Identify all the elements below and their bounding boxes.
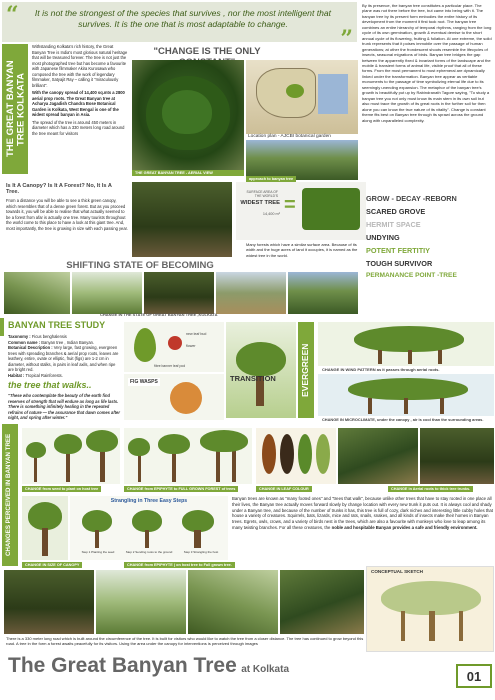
seed-caption: CHANGE from seed to plant on host tree: [22, 486, 101, 492]
taxonomy-label: Taxonomy :: [8, 334, 31, 339]
change-title: "CHANGE IS THE ONLY: [153, 46, 261, 57]
epiphyte-growth-diagram: [124, 428, 252, 484]
leaf-green: [298, 434, 312, 474]
fig-shape: [168, 336, 182, 350]
quality-item: PERMANANCE POINT -TREE: [366, 272, 457, 279]
sketch-panel: [366, 566, 494, 652]
taxonomy-value: Ficus benghalensis: [31, 334, 67, 339]
aerial-roots-photo: [338, 428, 418, 484]
bottom-photo-1: [4, 570, 94, 634]
qualities-list: [366, 194, 494, 279]
footer-title: [8, 654, 289, 678]
leaf-shape: [134, 328, 156, 362]
widest-tree-panel: [236, 182, 366, 240]
intro-left-text: [32, 44, 128, 174]
common-name-value: Banyan tree , Indian Banyan.: [41, 339, 95, 345]
bottom-text: There is a 330 meter long road which is built around the circumference of the tree. It is built for visitors who would like to watch the tree from a closer distance. The tree has continued to grow beyond this road. A tree in the form a forest awaits peacefully for its visitors. Using the area under the canopy for interventions is perceived through images: [6, 636, 364, 647]
microclimate-caption: CHANGE IN MICROCLIMATE, under the canopy , air is cool than the surrounding areas.: [322, 417, 484, 422]
common-name-label: Common name :: [8, 339, 41, 345]
fig-cross-section: [170, 382, 202, 414]
leaf-colour-panel: [256, 428, 336, 484]
microclimate-diagram: [318, 374, 494, 416]
canopy-photo: [132, 182, 232, 257]
aerial-roots-photo-2: [420, 428, 494, 484]
footer-main-title: The Great Banyan Tree: [8, 654, 237, 677]
widest-tree-text: Many forests which have a similar surface area. Because of its width and the huge acres of land it occupies, it is named as the widest tree in the world.: [246, 242, 358, 258]
evergreen-panel: [298, 322, 314, 418]
intro-right-text: By its presence, the banyan tree constitutes a particular place. The plane was not there before the tree, but came into being with it. The banyan tree by its present form embodies the entire history of its development from the moment it first took root. The banyan tree combines an entire hierarchy of temporal rhythms, ranging from the long cycle of its own germination, growth & eventual demise to the short annual cycle of its flowering, fruiting & foliation. At one extreme, the solid trunk represents that it poises immobile over the passage of human generations; at other the frondescent shoots resemble the lifecycles of insects, seasonal migrations of birds. Banyan tree bridges the gap between the apparently fixed & invariant forms of the landscape and the mobile & transient forms of animal life, visible proof that all of these forms. From the most permanent to most ephemeral are dynamically linked under the transformation. Banyan tree appear as veritable monuments to the passage of time symbolizing eternal life due to its seemingly unending expansion. The metaphor of the banyan tree's growth is beautifully put up by Rabindranath Tagore saying, "To study a banyan tree you not only must know its main stem in its own soil but also must trace the growth of its great roots in the further soil for then alone you can know the true nature of its vitality". Change is constant theme fits best on Banyan tree through its sprawl across the ground along with unparalleled complexity.: [362, 3, 492, 123]
strangle-step-2: Step 2 Sending roots to the ground: [125, 550, 173, 554]
location-caption: Location plan - AJCBI botanical garden: [248, 134, 331, 139]
shifting-photo-3: [144, 272, 214, 314]
approach-photo: [246, 140, 358, 180]
equals-symbol: =: [284, 194, 296, 216]
botanical-value: Very large, fast growing, evergreen trees with spreading branches & aerial prop roots, leaves are leathery, entire, ovate or elliptic, fruit (figs) are 1-2 cm in diameter, without stalks, in pairs in leaf axils, and when ripe are bright red.: [8, 345, 119, 373]
flower-label: flower: [186, 344, 196, 348]
quality-item: UNDYING: [366, 233, 400, 242]
page-number: 01: [466, 668, 482, 684]
habitat-value: Tropical Rainforests.: [25, 372, 63, 378]
aerial-roots-caption: CHANGE in Aerial roots to thick tree trunks.: [388, 486, 473, 492]
walk-paragraph-end: noble and hospitable Banyan provides a safe and friendly environment.: [331, 524, 478, 530]
intro-paragraph-2: With the canopy spread of 14,400 sq.mts a 2800 aerial prop roots. The Great Banyan tree at Acharya Jagadish Chandra Bose Botanical Garden is Kolkata, West Bengal is one of the widest spread banyan in Asia.: [32, 90, 125, 118]
quote-close-mark: ”: [340, 26, 353, 52]
quality-item: TOUGH SURVIVOR: [366, 259, 433, 268]
evergreen-label: EVERGREEN: [300, 343, 310, 397]
transition-panel: [226, 322, 296, 418]
fig-wasps-label: FIG WASPS: [130, 379, 158, 385]
quality-item: GROW - DECAY -REBORN: [366, 194, 457, 203]
quote-open-mark: “: [6, 2, 19, 28]
changes-perceived-label: CHANGES PERCEIVED IN BANYAN TREE: [5, 433, 12, 557]
bottom-photo-2: [96, 570, 186, 634]
sketch-title: CONCEPTUAL SKETCH: [371, 569, 423, 574]
shifting-title: SHIFTING STATE OF BECOMING: [66, 260, 214, 271]
walks-quote: "These who contemplate the beauty of the earth find reserves of strength that will endure as long as life lasts. There is something infinitely healing in the repeated refrains of nature — the assurance that dawn comes after night, and spring after winter.": [8, 393, 120, 421]
wind-diagram: [318, 322, 494, 366]
walk-text: [232, 496, 494, 562]
footer-subtitle: at Kolkata: [241, 664, 290, 675]
aerial-caption: THE GREAT BANYAN TREE - AERIAL VIEW: [132, 170, 244, 176]
bottom-photo-4: [280, 570, 364, 634]
epiphyte-caption: CHANGE from EPIPHYTE to FULL GROWN FOREST of trees: [124, 486, 238, 492]
forest-symbol: [302, 188, 360, 230]
intro-paragraph-3: The spread of the tree is around 450 meters in diameter which has a 330 meters long road around the tree meant for visitors: [32, 119, 125, 136]
approach-caption: approach to banyan tree: [246, 176, 296, 182]
leaf-brown: [262, 434, 276, 474]
botanical-label: Botanical Description :: [8, 345, 53, 351]
walks-title: the tree that walks..: [8, 380, 92, 390]
vertical-title: THE GREAT BANYAN TREE KOLKATA: [5, 60, 27, 158]
quality-item: SCARED GROVE: [366, 207, 426, 216]
quality-item: HERMIT SPACE: [366, 220, 421, 229]
strangle-diagram: [70, 496, 228, 560]
page-number-box: [456, 664, 492, 688]
study-accent: [0, 318, 4, 336]
fig-wasps-panel: [124, 374, 224, 420]
leaf-diagram: [124, 322, 224, 372]
walk-paragraph: Banyan trees are known as "many footed ones" and "trees that walk", because unlike other trees that have to stay rooted in one place all their lives, the Banyan tree actually moves forward slowly by change location with every new trunk it puts out. It is always cool and shady under a Banyan tree, and because of the number of trunks it has, this tree is full of cozy, dark niches and interesting little cubby holes that house a variety of creatures. Squirrels, bats, lizards, mice and rats, snails, snakes, and all kinds of insects make their homes in Banyan trees. Egrets, owls, crows, and a variety of birds nest in the trees, which are also a favourite with monkeys who love to leap among its many twisting branches. For all these creatures, the: [232, 496, 493, 530]
wind-caption: CHANGE IN WIND PATTERN as it passes through aerial roots.: [322, 367, 440, 372]
habitat-label: Habitat :: [8, 372, 25, 378]
shifting-photo-1: [4, 272, 70, 314]
intro-paragraph-1: Withstanding Kolkata's rich history, the Great Banyan Tree is India's most glorious natural heritage that will be treasured forever. The tree is not just the most photographed tree but has become a favourite with Japanese filmmaker Akira Kurosawa who composed the tree with the work of legendary filmmaker, Satyajit Ray – calling it "miraculously brilliant".: [32, 44, 128, 88]
strangle-step-1: Step 1 Planting the seed: [81, 550, 115, 554]
transition-label: TRANSITION: [230, 374, 276, 383]
strangle-panel: [22, 496, 68, 560]
shifting-photo-4: [216, 272, 286, 314]
strangle-step-3: Step 3 Strangling the host: [183, 550, 219, 554]
seed-growth-diagram: [22, 428, 120, 484]
changes-perceived-panel: [2, 424, 18, 566]
widest-tree-area: 14,400 m²: [262, 212, 280, 216]
aerial-view-photo: [132, 60, 244, 170]
widest-tree-main: WIDEST TREE: [240, 200, 280, 206]
shifting-photo-2: [72, 272, 142, 314]
size-caption: CHANGE IN SIZE OF CANOPY: [22, 562, 82, 568]
shifting-photo-5: [288, 272, 358, 314]
leaf-dark: [280, 434, 294, 474]
location-plan: [246, 60, 358, 134]
widest-tree-top: SURFACE AREA OF THE WORLD'S: [246, 190, 278, 198]
new-leaf-label: new leaf bud: [186, 332, 207, 336]
study-details: [8, 334, 120, 378]
leaf-pod-label: fibre banner leaf pod: [154, 364, 186, 368]
strangle-title: Strangling in Three Easy Steps: [110, 498, 188, 504]
canopy-text: From a distance you will be able to see a thick green canopy, which resembles that of a dense green forest. But as you proceed towards it, you will be able to realise that what actually seemed to be a forest from afar is actually one tree. Many tourists throughout the world come to this place to have a look at this giant tree. And, most importantly, the tree is growing in size with each passing year.: [6, 198, 128, 231]
epiphyte2-caption: CHANGE from EPIPHYTE ( on host tree to Full grown tree.: [124, 562, 235, 568]
bottom-photo-3: [188, 570, 278, 634]
canopy-title: Is It A Canopy? Is It A Forest? No, It Is A Tree.: [6, 183, 112, 195]
quality-item: POTENT FERTITIY: [366, 246, 431, 255]
leaf-light: [316, 434, 330, 474]
shifting-caption: CHANGE IN THE STATE OF GREAT BANYAN TREE ,KOLKATA: [100, 312, 218, 317]
leaf-colour-caption: CHANGE IN LEAF COLOUR: [256, 486, 312, 492]
study-title: BANYAN TREE STUDY: [8, 320, 106, 330]
vertical-title-panel: [2, 44, 28, 174]
quote-text: It is not the strongest of the species that survives , nor the most intelligent that survives. It is the one that is most adaptable to change.: [34, 8, 332, 30]
